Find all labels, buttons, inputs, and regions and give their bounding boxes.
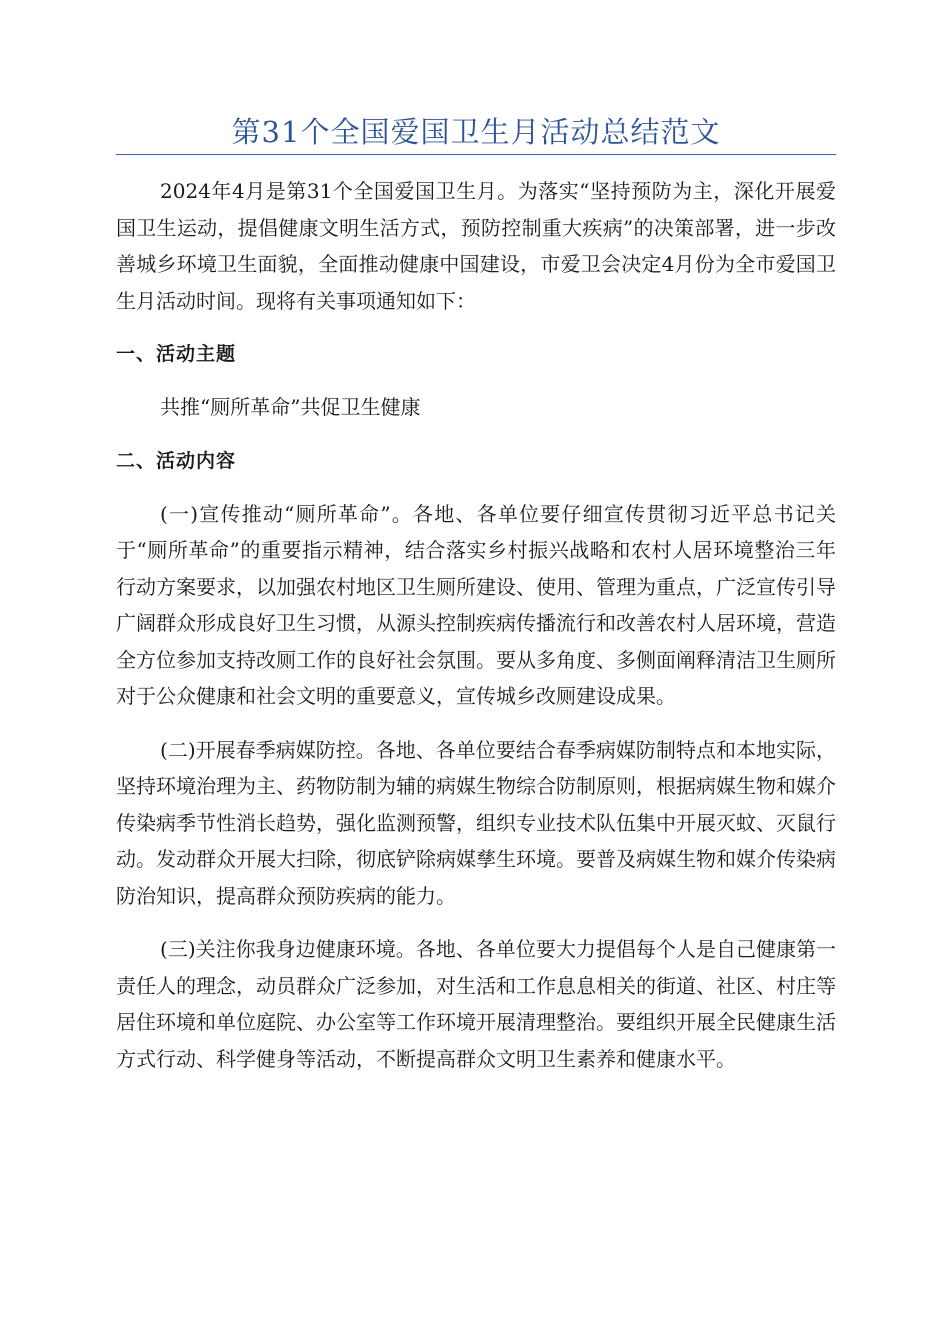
theme-paragraph: 共推“厕所革命”共促卫生健康 bbox=[160, 395, 421, 419]
content-item-1: (一)宣传推动“厕所革命”。各地、各单位要仔细宣传贯彻习近平总书记关于“厕所革命”的重要指示精神，结合落实乡村振兴战略和农村人居环境整治三年行动方案要求，以加强农村地区卫生厕所建设、使用、管理为重点，广泛宣传引导广阔群众形成良好卫生习惯，从源头控制疾病传播流行和改善农村人居环境，营造全方位参加支持改厕工作的良好社会氛围。要从多角度、多侧面阐释清洁卫生厕所对于公众健康和社会文明的重要意义，宣传城乡改厕建设成果。 bbox=[116, 501, 836, 708]
section-heading-theme: 一、活动主题 bbox=[116, 343, 237, 365]
content-item-3: (三)关注你我身边健康环境。各地、各单位要大力提倡每个人是自己健康第一责任人的理念，动员群众广泛参加，对生活和工作息息相关的街道、社区、村庄等居住环境和单位庭院、办公室等工作环境开展清理整治。要组织开展全民健康生活方式行动、科学健身等活动，不断提高群众文明卫生素养和健康水平。 bbox=[116, 937, 836, 1071]
content-item-2: (二)开展春季病媒防控。各地、各单位要结合春季病媒防制特点和本地实际，坚持环境治理为主、药物防制为辅的病媒生物综合防制原则，根据病媒生物和媒介传染病季节性消长趋势，强化监测预警，组织专业技术队伍集中开展灭蚊、灭鼠行动。发动群众开展大扫除，彻底铲除病媒孳生环境。要普及病媒生物和媒介传染病防治知识，提高群众预防疾病的能力。 bbox=[116, 737, 836, 908]
document-body bbox=[116, 173, 836, 1077]
title-underline bbox=[116, 154, 836, 155]
section-heading-content: 二、活动内容 bbox=[116, 449, 237, 472]
document-title: 第31个全国爱国卫生月活动总结范文 bbox=[231, 115, 721, 149]
intro-paragraph: 2024年4月是第31个全国爱国卫生月。为落实“坚持预防为主，深化开展爱国卫生运动，提倡健康文明生活方式，预防控制重大疾病”的决策部署，进一步改善城乡环境卫生面貌，全面推动健康中国建设，市爱卫会决定4月份为全市爱国卫生月活动时间。现将有关事项通知如下： bbox=[116, 179, 836, 313]
